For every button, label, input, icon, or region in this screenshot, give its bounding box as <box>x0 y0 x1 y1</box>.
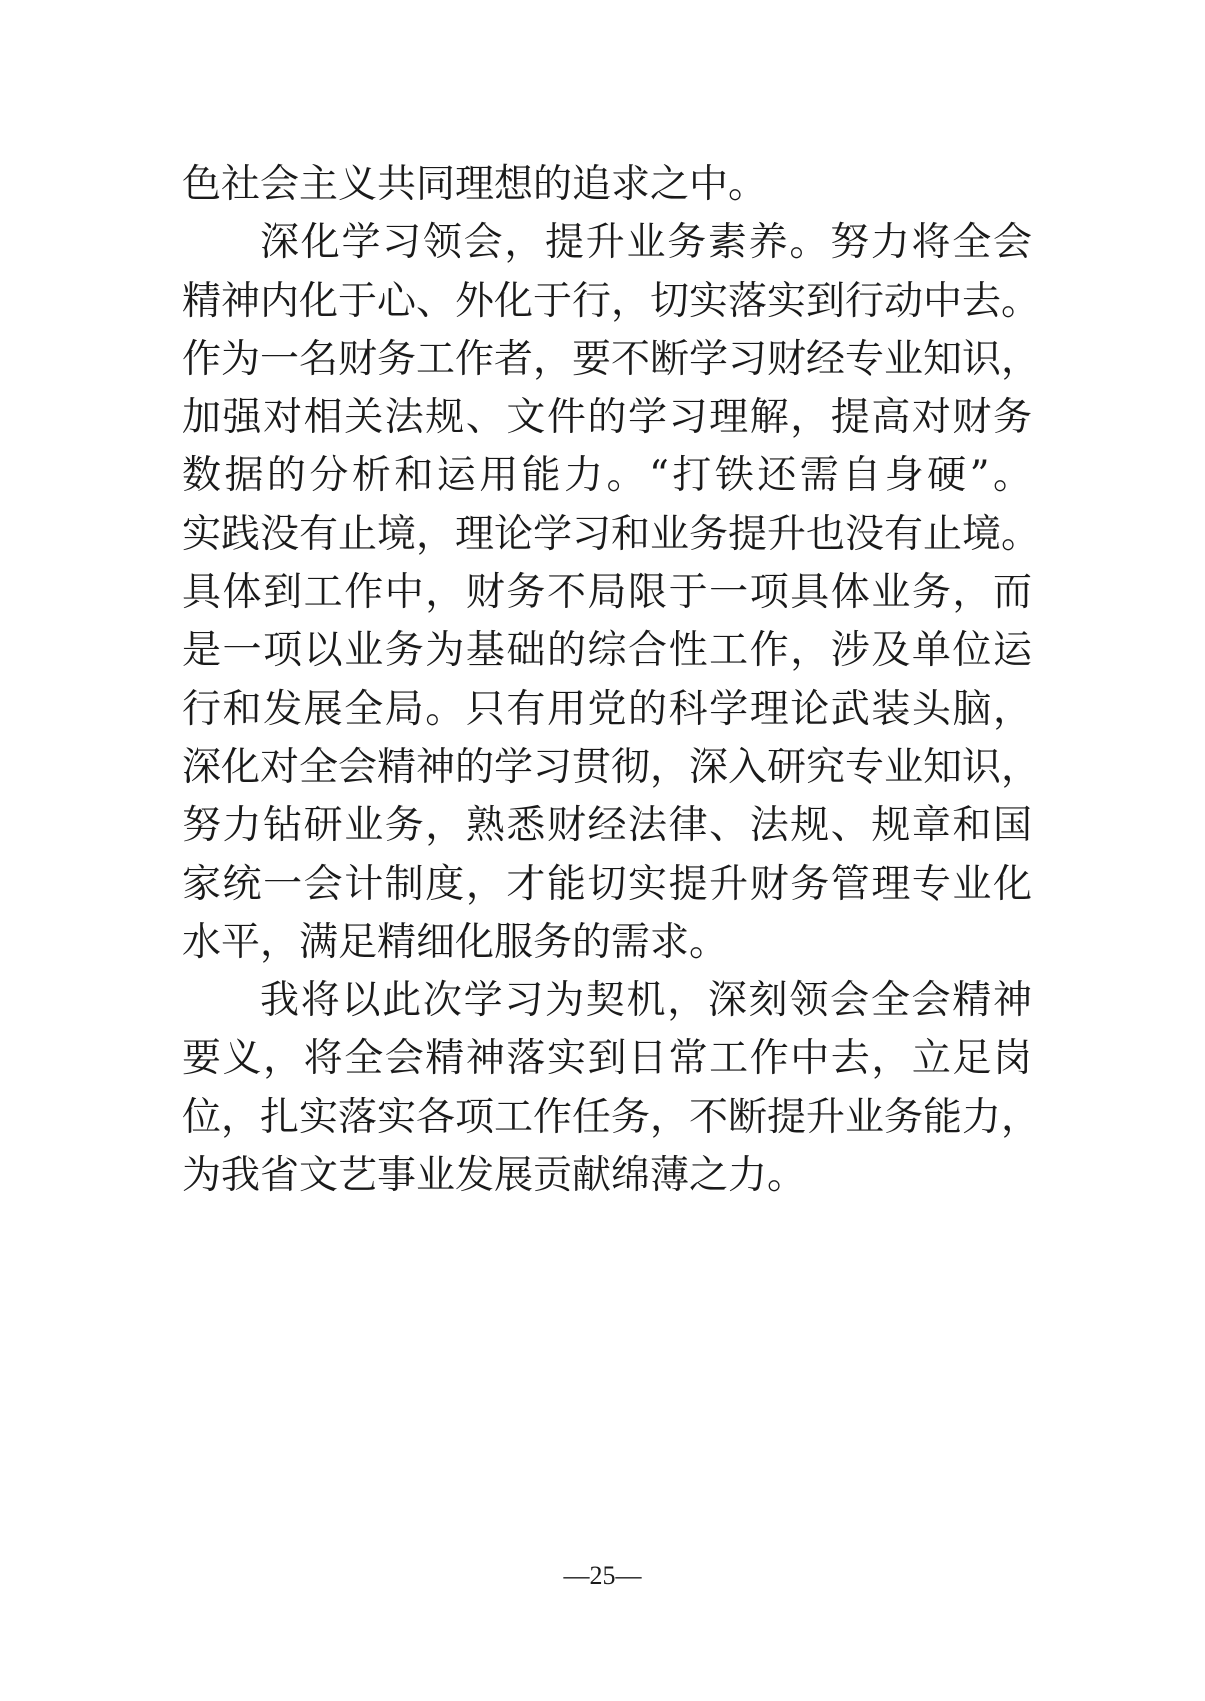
paragraph-line: 加强对相关法规、文件的学习理解，提高对财务 <box>182 395 1032 441</box>
paragraph-line: 位，扎实落实各项工作任务，不断提升业务能力， <box>182 1094 1041 1140</box>
page-number: —25— <box>563 1561 642 1590</box>
paragraph-line: 数据的分析和运用能力。“打铁还需自身硬”。 <box>182 453 1032 499</box>
paragraph-line: 精神内化于心、外化于行，切实落实到行动中去。 <box>182 278 1041 324</box>
paragraph-line: 具体到工作中，财务不局限于一项具体业务，而 <box>182 570 1032 616</box>
paragraph-line: 家统一会计制度，才能切实提升财务管理专业化 <box>182 861 1032 907</box>
document-body <box>182 156 1041 1205</box>
paragraph-line: 要义，将全会精神落实到日常工作中去，立足岗 <box>182 1036 1032 1082</box>
paragraph-line: 实践没有止境，理论学习和业务提升也没有止境。 <box>182 511 1041 557</box>
paragraph-line: 为我省文艺事业发展贡献绵薄之力。 <box>182 1153 807 1199</box>
paragraph-line: 行和发展全局。只有用党的科学理论武装头脑， <box>182 686 1032 732</box>
paragraph-line: 作为一名财务工作者，要不断学习财经专业知识， <box>182 336 1041 382</box>
paragraph-line: 努力钻研业务，熟悉财经法律、法规、规章和国 <box>182 803 1032 849</box>
paragraph-line: 我将以此次学习为契机，深刻领会全会精神 <box>260 978 1032 1024</box>
paragraph-line: 色社会主义共同理想的追求之中。 <box>182 162 768 207</box>
paragraph-line: 深化对全会精神的学习贯彻，深入研究专业知识， <box>182 744 1041 790</box>
paragraph-line: 水平，满足精细化服务的需求。 <box>182 919 729 965</box>
paragraph-line: 是一项以业务为基础的综合性工作，涉及单位运 <box>182 628 1032 674</box>
paragraph-line: 深化学习领会，提升业务素养。努力将全会 <box>260 220 1032 266</box>
